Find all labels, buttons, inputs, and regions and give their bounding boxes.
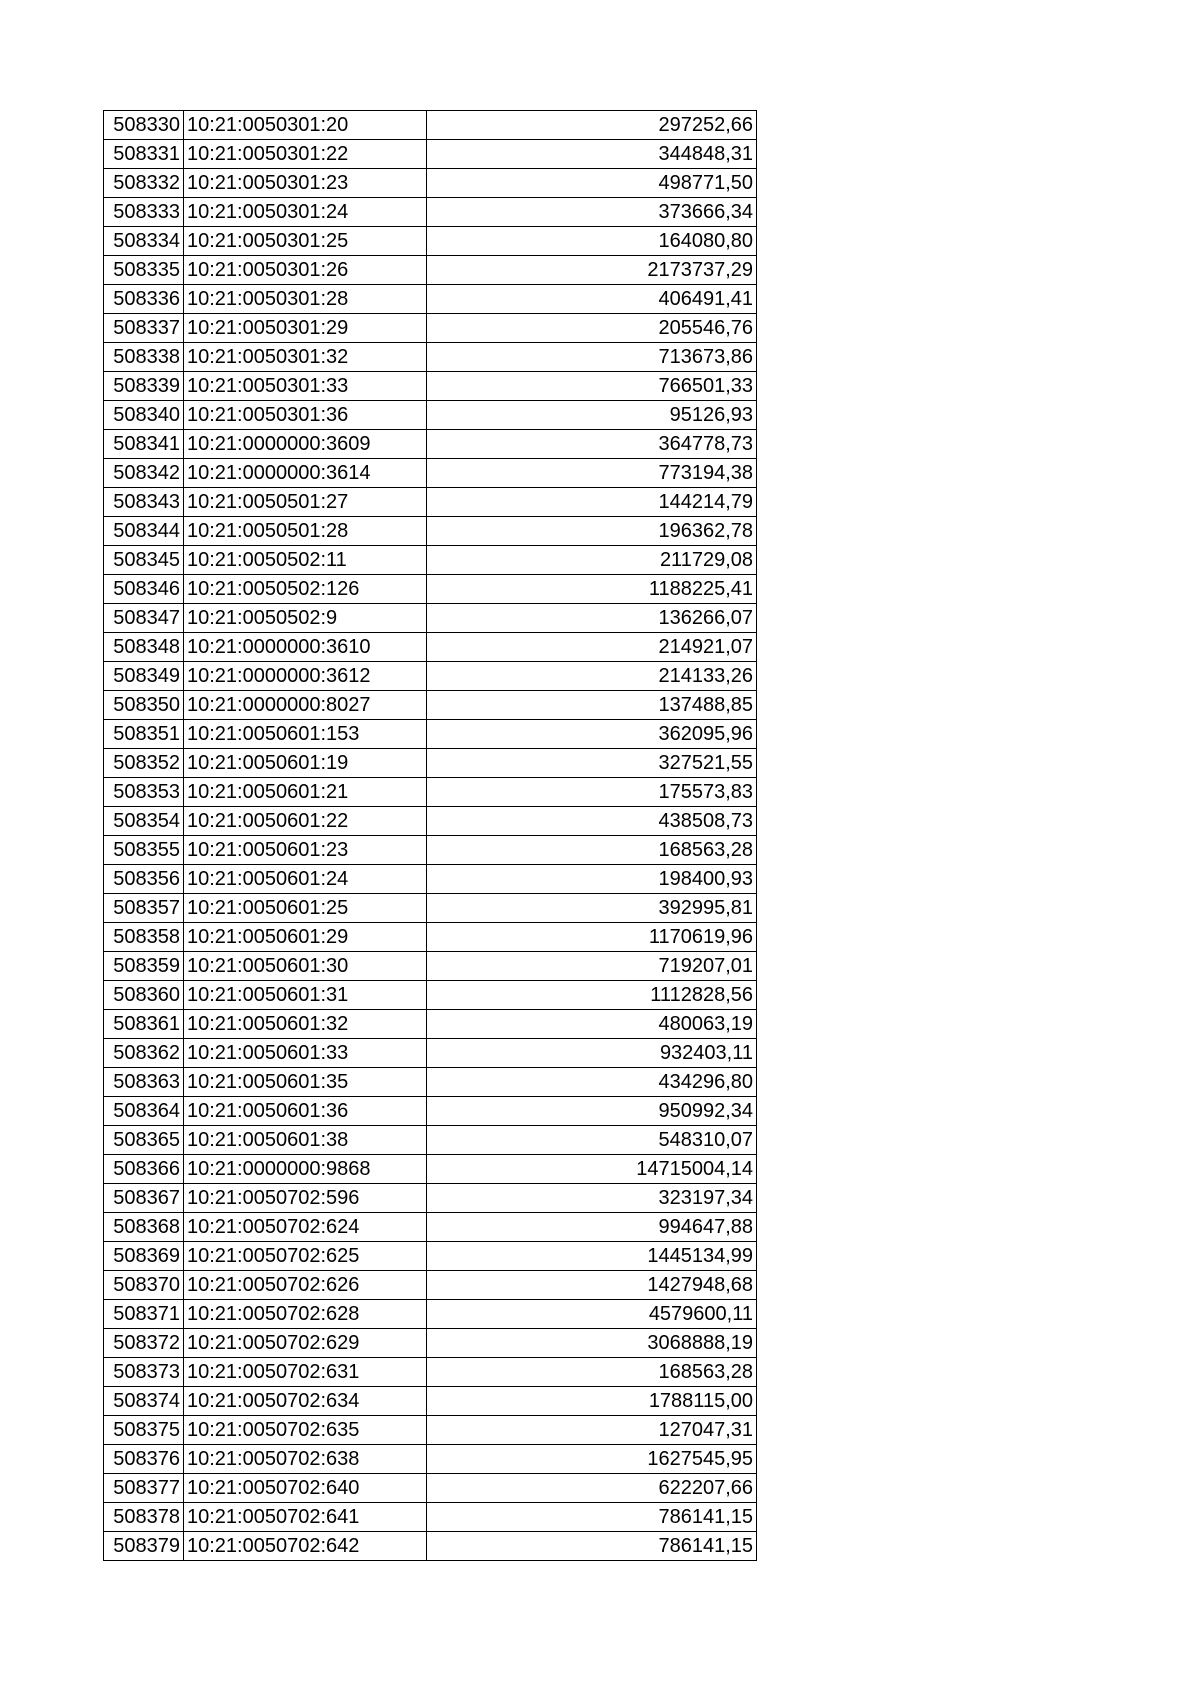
value-cell: 434296,80 (427, 1068, 757, 1097)
value-cell: 548310,07 (427, 1126, 757, 1155)
cadastral-number-cell: 10:21:0000000:3612 (184, 662, 427, 691)
row-id-cell: 508371 (104, 1300, 184, 1329)
cadastral-number-cell: 10:21:0050702:626 (184, 1271, 427, 1300)
table-row (104, 546, 757, 575)
table-row (104, 633, 757, 662)
table-row (104, 401, 757, 430)
value-cell: 480063,19 (427, 1010, 757, 1039)
cadastral-number-cell: 10:21:0050301:26 (184, 256, 427, 285)
value-cell: 344848,31 (427, 140, 757, 169)
value-cell: 168563,28 (427, 836, 757, 865)
cadastral-number-cell: 10:21:0050301:32 (184, 343, 427, 372)
table-row (104, 1184, 757, 1213)
value-cell: 786141,15 (427, 1503, 757, 1532)
row-id-cell: 508335 (104, 256, 184, 285)
table-row (104, 227, 757, 256)
row-id-cell: 508365 (104, 1126, 184, 1155)
cadastral-number-cell: 10:21:0050601:36 (184, 1097, 427, 1126)
table-row (104, 720, 757, 749)
row-id-cell: 508354 (104, 807, 184, 836)
value-cell: 297252,66 (427, 111, 757, 140)
value-cell: 214133,26 (427, 662, 757, 691)
value-cell: 327521,55 (427, 749, 757, 778)
table-row (104, 343, 757, 372)
row-id-cell: 508370 (104, 1271, 184, 1300)
cadastral-number-cell: 10:21:0050601:30 (184, 952, 427, 981)
table-row (104, 691, 757, 720)
row-id-cell: 508343 (104, 488, 184, 517)
value-cell: 392995,81 (427, 894, 757, 923)
value-cell: 622207,66 (427, 1474, 757, 1503)
value-cell: 364778,73 (427, 430, 757, 459)
row-id-cell: 508367 (104, 1184, 184, 1213)
table-row (104, 256, 757, 285)
cadastral-number-cell: 10:21:0050301:25 (184, 227, 427, 256)
cadastral-number-cell: 10:21:0050301:22 (184, 140, 427, 169)
table-row (104, 604, 757, 633)
row-id-cell: 508372 (104, 1329, 184, 1358)
row-id-cell: 508375 (104, 1416, 184, 1445)
table-row (104, 1039, 757, 1068)
table-row (104, 430, 757, 459)
cadastral-number-cell: 10:21:0050702:641 (184, 1503, 427, 1532)
table-body (104, 111, 757, 1561)
cadastral-number-cell: 10:21:0050702:638 (184, 1445, 427, 1474)
row-id-cell: 508339 (104, 372, 184, 401)
value-cell: 14715004,14 (427, 1155, 757, 1184)
value-cell: 786141,15 (427, 1532, 757, 1561)
cadastral-number-cell: 10:21:0050702:629 (184, 1329, 427, 1358)
cadastral-number-cell: 10:21:0050702:624 (184, 1213, 427, 1242)
table-row (104, 198, 757, 227)
row-id-cell: 508363 (104, 1068, 184, 1097)
cadastral-number-cell: 10:21:0050301:23 (184, 169, 427, 198)
cadastral-number-cell: 10:21:0050601:22 (184, 807, 427, 836)
row-id-cell: 508359 (104, 952, 184, 981)
row-id-cell: 508345 (104, 546, 184, 575)
value-cell: 127047,31 (427, 1416, 757, 1445)
row-id-cell: 508340 (104, 401, 184, 430)
cadastral-number-cell: 10:21:0050702:634 (184, 1387, 427, 1416)
value-cell: 3068888,19 (427, 1329, 757, 1358)
value-cell: 164080,80 (427, 227, 757, 256)
table-row (104, 836, 757, 865)
row-id-cell: 508373 (104, 1358, 184, 1387)
table-row (104, 1097, 757, 1126)
table-row (104, 1416, 757, 1445)
value-cell: 1427948,68 (427, 1271, 757, 1300)
table-row (104, 1213, 757, 1242)
row-id-cell: 508331 (104, 140, 184, 169)
table-row (104, 1358, 757, 1387)
row-id-cell: 508353 (104, 778, 184, 807)
cadastral-number-cell: 10:21:0050702:628 (184, 1300, 427, 1329)
value-cell: 1188225,41 (427, 575, 757, 604)
row-id-cell: 508337 (104, 314, 184, 343)
table-row (104, 314, 757, 343)
cadastral-number-cell: 10:21:0050501:28 (184, 517, 427, 546)
row-id-cell: 508330 (104, 111, 184, 140)
row-id-cell: 508344 (104, 517, 184, 546)
value-cell: 4579600,11 (427, 1300, 757, 1329)
cadastral-number-cell: 10:21:0050702:631 (184, 1358, 427, 1387)
value-cell: 323197,34 (427, 1184, 757, 1213)
table-row (104, 749, 757, 778)
row-id-cell: 508366 (104, 1155, 184, 1184)
cadastral-number-cell: 10:21:0000000:8027 (184, 691, 427, 720)
value-cell: 362095,96 (427, 720, 757, 749)
row-id-cell: 508355 (104, 836, 184, 865)
cadastral-number-cell: 10:21:0000000:3610 (184, 633, 427, 662)
value-cell: 144214,79 (427, 488, 757, 517)
table-row (104, 662, 757, 691)
cadastral-number-cell: 10:21:0050301:20 (184, 111, 427, 140)
value-cell: 136266,07 (427, 604, 757, 633)
row-id-cell: 508379 (104, 1532, 184, 1561)
cadastral-number-cell: 10:21:0050301:29 (184, 314, 427, 343)
cadastral-number-cell: 10:21:0050601:21 (184, 778, 427, 807)
value-cell: 766501,33 (427, 372, 757, 401)
cadastral-number-cell: 10:21:0050601:33 (184, 1039, 427, 1068)
table-row (104, 1532, 757, 1561)
value-cell: 196362,78 (427, 517, 757, 546)
value-cell: 1445134,99 (427, 1242, 757, 1271)
table-row (104, 1503, 757, 1532)
cadastral-number-cell: 10:21:0050502:126 (184, 575, 427, 604)
data-table (103, 110, 757, 1561)
value-cell: 175573,83 (427, 778, 757, 807)
row-id-cell: 508358 (104, 923, 184, 952)
value-cell: 438508,73 (427, 807, 757, 836)
cadastral-number-cell: 10:21:0050502:11 (184, 546, 427, 575)
table-row (104, 169, 757, 198)
value-cell: 1112828,56 (427, 981, 757, 1010)
value-cell: 498771,50 (427, 169, 757, 198)
cadastral-number-cell: 10:21:0050301:36 (184, 401, 427, 430)
value-cell: 211729,08 (427, 546, 757, 575)
cadastral-number-cell: 10:21:0000000:3614 (184, 459, 427, 488)
row-id-cell: 508361 (104, 1010, 184, 1039)
table-row (104, 1329, 757, 1358)
cadastral-number-cell: 10:21:0000000:9868 (184, 1155, 427, 1184)
row-id-cell: 508348 (104, 633, 184, 662)
table-row (104, 488, 757, 517)
cadastral-number-cell: 10:21:0050601:38 (184, 1126, 427, 1155)
cadastral-number-cell: 10:21:0050501:27 (184, 488, 427, 517)
table-row (104, 1155, 757, 1184)
table-row (104, 285, 757, 314)
row-id-cell: 508369 (104, 1242, 184, 1271)
value-cell: 1170619,96 (427, 923, 757, 952)
cadastral-number-cell: 10:21:0050702:640 (184, 1474, 427, 1503)
value-cell: 168563,28 (427, 1358, 757, 1387)
cadastral-number-cell: 10:21:0050601:23 (184, 836, 427, 865)
cadastral-number-cell: 10:21:0050601:32 (184, 1010, 427, 1039)
table-row (104, 575, 757, 604)
cadastral-number-cell: 10:21:0050601:31 (184, 981, 427, 1010)
value-cell: 205546,76 (427, 314, 757, 343)
table-row (104, 981, 757, 1010)
row-id-cell: 508346 (104, 575, 184, 604)
row-id-cell: 508334 (104, 227, 184, 256)
row-id-cell: 508349 (104, 662, 184, 691)
row-id-cell: 508333 (104, 198, 184, 227)
table-row (104, 1126, 757, 1155)
value-cell: 137488,85 (427, 691, 757, 720)
value-cell: 198400,93 (427, 865, 757, 894)
row-id-cell: 508360 (104, 981, 184, 1010)
table-row (104, 1271, 757, 1300)
cadastral-number-cell: 10:21:0050702:596 (184, 1184, 427, 1213)
table-row (104, 952, 757, 981)
table-row (104, 1068, 757, 1097)
table-row (104, 1387, 757, 1416)
cadastral-number-cell: 10:21:0050301:24 (184, 198, 427, 227)
value-cell: 994647,88 (427, 1213, 757, 1242)
table-row (104, 865, 757, 894)
value-cell: 214921,07 (427, 633, 757, 662)
row-id-cell: 508374 (104, 1387, 184, 1416)
cadastral-number-cell: 10:21:0050702:625 (184, 1242, 427, 1271)
cadastral-number-cell: 10:21:0050702:635 (184, 1416, 427, 1445)
table-row (104, 778, 757, 807)
table-row (104, 140, 757, 169)
cadastral-number-cell: 10:21:0050702:642 (184, 1532, 427, 1561)
cadastral-number-cell: 10:21:0050601:19 (184, 749, 427, 778)
table-row (104, 372, 757, 401)
cadastral-number-cell: 10:21:0050301:28 (184, 285, 427, 314)
table-row (104, 517, 757, 546)
row-id-cell: 508350 (104, 691, 184, 720)
row-id-cell: 508347 (104, 604, 184, 633)
row-id-cell: 508338 (104, 343, 184, 372)
row-id-cell: 508364 (104, 1097, 184, 1126)
value-cell: 373666,34 (427, 198, 757, 227)
cadastral-number-cell: 10:21:0050601:24 (184, 865, 427, 894)
cadastral-number-cell: 10:21:0050601:25 (184, 894, 427, 923)
value-cell: 950992,34 (427, 1097, 757, 1126)
row-id-cell: 508376 (104, 1445, 184, 1474)
row-id-cell: 508336 (104, 285, 184, 314)
cadastral-number-cell: 10:21:0050502:9 (184, 604, 427, 633)
value-cell: 1788115,00 (427, 1387, 757, 1416)
value-cell: 713673,86 (427, 343, 757, 372)
table-row (104, 1445, 757, 1474)
value-cell: 2173737,29 (427, 256, 757, 285)
cadastral-number-cell: 10:21:0000000:3609 (184, 430, 427, 459)
row-id-cell: 508378 (104, 1503, 184, 1532)
row-id-cell: 508351 (104, 720, 184, 749)
table-row (104, 894, 757, 923)
table-row (104, 923, 757, 952)
cadastral-number-cell: 10:21:0050601:35 (184, 1068, 427, 1097)
row-id-cell: 508357 (104, 894, 184, 923)
row-id-cell: 508368 (104, 1213, 184, 1242)
table-row (104, 1010, 757, 1039)
value-cell: 95126,93 (427, 401, 757, 430)
cadastral-number-cell: 10:21:0050601:29 (184, 923, 427, 952)
value-cell: 1627545,95 (427, 1445, 757, 1474)
row-id-cell: 508356 (104, 865, 184, 894)
table-row (104, 1242, 757, 1271)
row-id-cell: 508362 (104, 1039, 184, 1068)
cadastral-number-cell: 10:21:0050301:33 (184, 372, 427, 401)
table-row (104, 807, 757, 836)
table-row (104, 1474, 757, 1503)
row-id-cell: 508352 (104, 749, 184, 778)
value-cell: 932403,11 (427, 1039, 757, 1068)
value-cell: 719207,01 (427, 952, 757, 981)
row-id-cell: 508377 (104, 1474, 184, 1503)
table-row (104, 1300, 757, 1329)
table-row (104, 111, 757, 140)
row-id-cell: 508332 (104, 169, 184, 198)
cadastral-number-cell: 10:21:0050601:153 (184, 720, 427, 749)
table-row (104, 459, 757, 488)
row-id-cell: 508341 (104, 430, 184, 459)
row-id-cell: 508342 (104, 459, 184, 488)
value-cell: 773194,38 (427, 459, 757, 488)
value-cell: 406491,41 (427, 285, 757, 314)
